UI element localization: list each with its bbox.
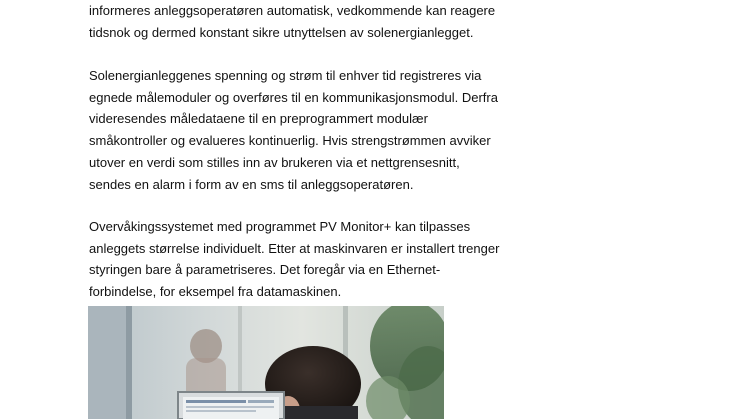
paragraph-1 <box>89 0 509 43</box>
person-at-computer-photo <box>88 306 444 419</box>
paragraph-2-line-3: videresendes måledataene til en preprogrammert modulær <box>89 111 428 127</box>
paragraph-3-line-3: styringen bare å parametriseres. Det foregår via en Ethernet- <box>89 262 441 278</box>
paragraph-2-line-2: egnede målemoduler og overføres til en kommunikasjonsmodul. Derfra <box>89 89 498 105</box>
paragraph-1-line-2: tidsnok og dermed konstant sikre utnyttelsen av solenergianlegget. <box>89 24 474 40</box>
paragraph-3-line-4: forbindelse, for eksempel fra datamaskinen. <box>89 284 342 300</box>
paragraph-2-line-1: Solenergianleggenes spenning og strøm til enhver tid registreres via <box>89 68 482 83</box>
paragraph-2-line-4: småkontroller og evalueres kontinuerlig. Hvis strengstrømmen avviker <box>89 133 491 149</box>
paragraph-3-line-1: Overvåkingssystemet med programmet PV Monitor+ kan tilpasses <box>89 219 471 234</box>
photo-illustration <box>88 306 444 419</box>
paragraph-2-line-5: utover en verdi som stilles inn av brukeren via et nettgrensesnitt, <box>89 154 460 170</box>
paragraph-2-line-6: sendes en alarm i form av en sms til anleggsoperatøren. <box>89 176 414 192</box>
paragraph-2 <box>89 65 509 195</box>
paragraph-3 <box>89 216 509 303</box>
paragraph-3-line-2: anleggets størrelse individuelt. Etter at maskinvaren er installert trenger <box>89 240 500 256</box>
paragraph-1-line-1: informeres anleggsoperatøren automatisk, vedkommende kan reagere <box>89 3 496 18</box>
